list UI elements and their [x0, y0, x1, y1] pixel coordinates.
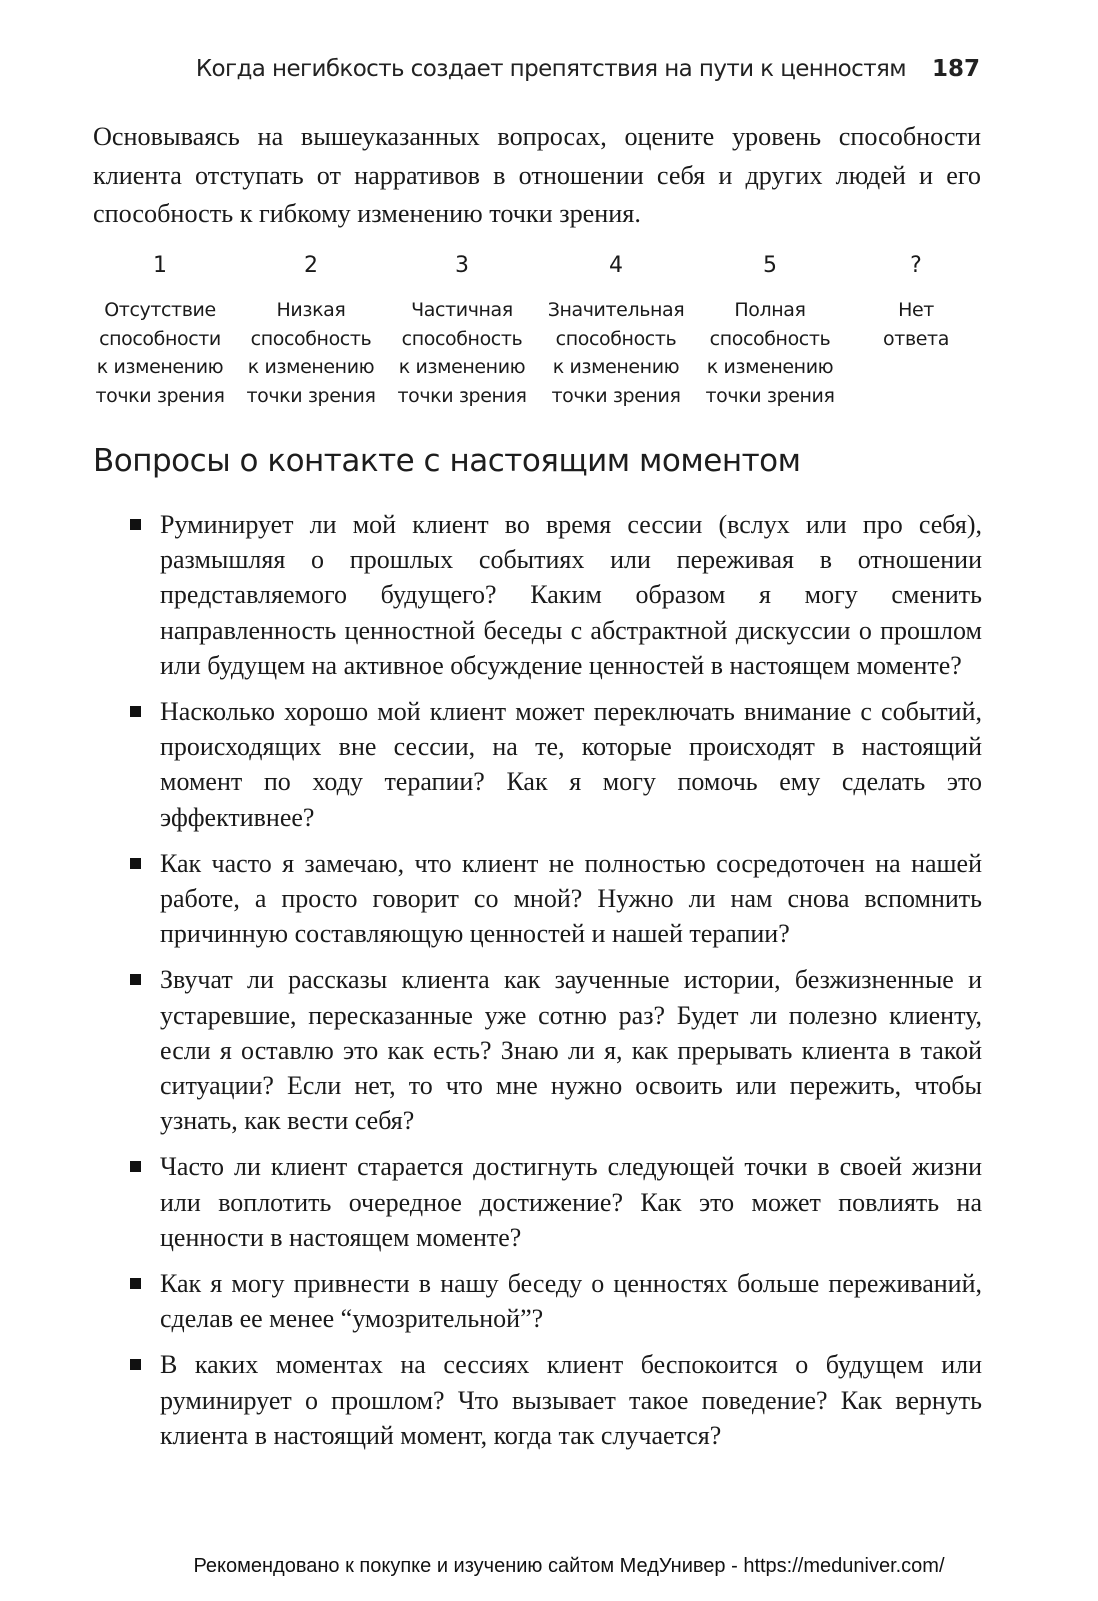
list-item-text: Руминирует ли мой клиент во время сессии (вслух или про себя), размышляя о прошлых событиях или переживая в отношении представляемого будущего? Каким образом я могу сменить направленность ценностной беседы с абстрактной дискуссии о прошлом или будущем на активное обсуждение ценностей в настоящем моменте?: [160, 510, 982, 680]
square-bullet-icon: [130, 519, 141, 530]
scale-option-5: [694, 250, 846, 410]
list-item-text: В каких моментах на сессиях клиент беспокоится о будущем или руминирует о прошлом? Что вызывает такое поведение? Как вернуть клиента в настоящий момент, когда так случается?: [160, 1350, 982, 1450]
list-item: [160, 962, 982, 1138]
scale-label: Значительная способность к изменению точки зрения: [547, 299, 685, 407]
running-title: Когда негибкость создает препятствия на пути к ценностям: [195, 56, 906, 82]
rating-scale: [84, 250, 1004, 410]
scale-label: Отсутствие способности к изменению точки зрения: [95, 299, 225, 407]
list-item: [160, 846, 982, 952]
list-item: [160, 694, 982, 835]
list-item-text: Как часто я замечаю, что клиент не полностью сосредоточен на нашей работе, а просто говорит со мной? Нужно ли нам снова вспомнить причинную составляющую ценностей и нашей терапии?: [160, 848, 982, 949]
list-item: [160, 1149, 982, 1255]
scale-number: 3: [455, 253, 469, 278]
list-item-text: Звучат ли рассказы клиента как заученные истории, безжизненные и устаревшие, пересказанные уже сотню раз? Будет ли полезно клиенту, если я оставлю это как есть? Знаю ли я, как прерывать клиента в такой ситуации? Если нет, то что мне нужно освоить или пережить, чтобы узнать, как вести себя?: [160, 965, 982, 1136]
scale-label: Частичная способность к изменению точки зрения: [397, 299, 527, 407]
scale-option-2: [236, 250, 386, 410]
section-title: Вопросы о контакте с настоящим моментом: [93, 443, 801, 479]
scale-number: 1: [153, 253, 167, 278]
scale-label: Полная способность к изменению точки зрения: [705, 299, 835, 407]
scale-number: 5: [763, 253, 777, 278]
square-bullet-icon: [130, 1278, 141, 1289]
scale-option-3: [386, 250, 538, 410]
scale-option-no-answer: [846, 250, 986, 410]
square-bullet-icon: [130, 706, 141, 717]
intro-paragraph: Основываясь на вышеуказанных вопросах, оцените уровень способности клиента отступать от нарративов в отношении себя и других людей и его способность к гибкому изменению точки зрения.: [93, 122, 981, 228]
list-item: [160, 507, 982, 683]
scale-number: 2: [304, 253, 318, 278]
square-bullet-icon: [130, 1161, 141, 1172]
list-item: [160, 1266, 982, 1336]
scale-option-1: [84, 250, 236, 410]
scale-option-4: [538, 250, 694, 410]
list-item-text: Часто ли клиент старается достигнуть следующей точки в своей жизни или воплотить очередное достижение? Как это может повлиять на ценности в настоящем моменте?: [160, 1152, 982, 1252]
running-head: [196, 56, 980, 82]
question-list: [160, 507, 982, 1464]
list-item-text: Насколько хорошо мой клиент может переключать внимание с событий, происходящих вне сессии, на те, которые происходят в настоящий момент по ходу терапии? Как я могу помочь ему сделать это эффективнее?: [160, 697, 982, 832]
square-bullet-icon: [130, 1359, 141, 1370]
scale-number: ?: [910, 253, 922, 278]
square-bullet-icon: [130, 974, 141, 985]
list-item: [160, 1347, 982, 1453]
footer-recommendation: Рекомендовано к покупке и изучению сайтом МедУнивер - https://meduniver.com/: [193, 1555, 945, 1577]
list-item-text: Как я могу привнести в нашу беседу о ценностях больше переживаний, сделав ее менее “умозрительной”?: [160, 1269, 982, 1334]
scale-label: Нет ответа: [883, 299, 949, 350]
scale-label: Низкая способность к изменению точки зрения: [246, 299, 376, 407]
square-bullet-icon: [130, 858, 141, 869]
scale-number: 4: [609, 253, 623, 278]
page-number: 187: [931, 56, 980, 82]
